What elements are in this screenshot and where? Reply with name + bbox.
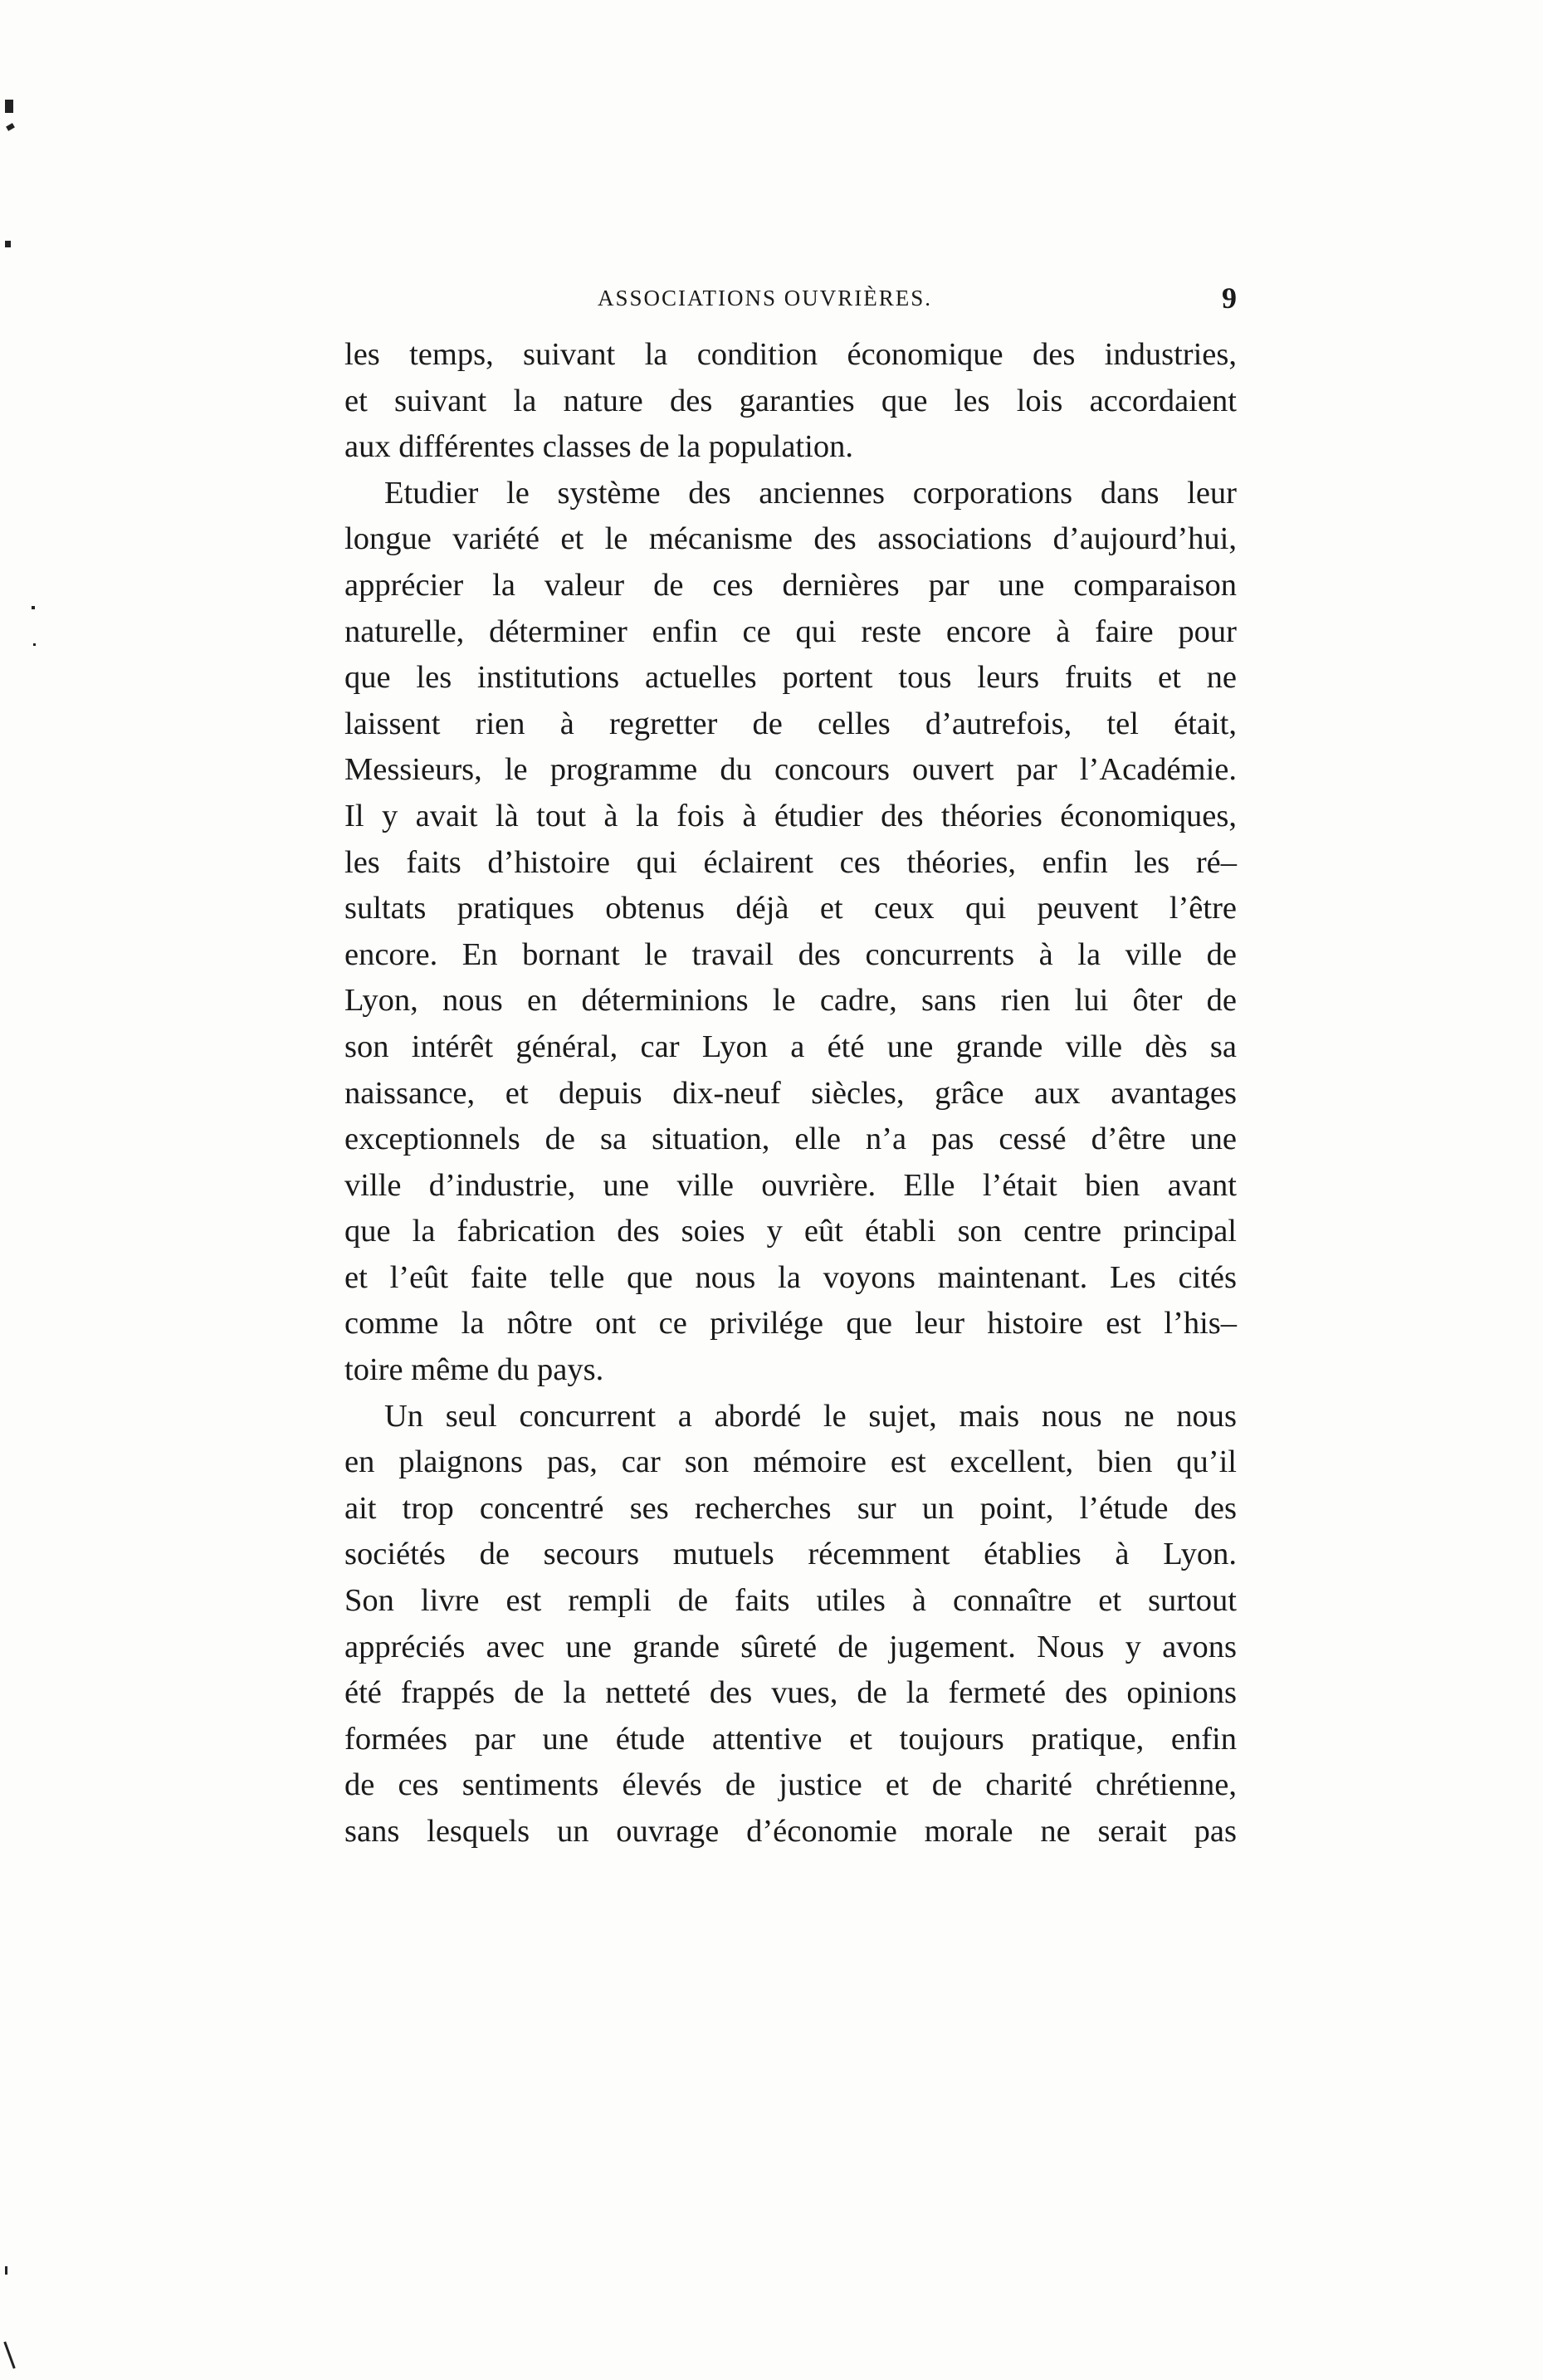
scan-speck <box>5 241 11 247</box>
text-line: encore. En bornant le travail des concurrents à la ville de <box>344 936 1237 972</box>
text-line: toire même du pays. <box>344 1352 604 1388</box>
scan-speck <box>6 123 15 131</box>
text-line: aux différentes classes de la population. <box>344 429 853 465</box>
text-line: ville d’industrie, une ville ouvrière. Elle l’était bien avant <box>344 1167 1237 1203</box>
text-line: exceptionnels de sa situation, elle n’a pas cessé d’être une <box>344 1122 1237 1157</box>
text-line: naissance, et depuis dix-neuf siècles, grâce aux avantages <box>344 1075 1237 1111</box>
text-line: été frappés de la netteté des vues, de la fermeté des opinions <box>344 1675 1237 1711</box>
text-line: laissent rien à regretter de celles d’autrefois, tel était, <box>344 706 1237 741</box>
text-line: comme la nôtre ont ce privilége que leur histoire est l’his– <box>344 1306 1237 1341</box>
text-line: ait trop concentré ses recherches sur un point, l’étude des <box>344 1490 1237 1526</box>
text-line: Il y avait là tout à la fois à étudier des théories économiques, <box>344 798 1237 833</box>
text-line: longue variété et le mécanisme des associations d’aujourd’hui, <box>344 521 1237 557</box>
running-title: ASSOCIATIONS OUVRIÈRES. <box>598 286 933 310</box>
text-line: Etudier le système des anciennes corporations dans leur <box>384 475 1237 511</box>
text-line: sans lesquels un ouvrage d’économie morale ne serait pas <box>344 1814 1237 1849</box>
text-line: que les institutions actuelles portent tous leurs fruits et ne <box>344 660 1237 696</box>
text-line: que la fabrication des soies y eût établi son centre principal <box>344 1214 1237 1249</box>
text-line: sultats pratiques obtenus déjà et ceux qui peuvent l’être <box>344 891 1237 926</box>
text-line: formées par une étude attentive et toujours pratique, enfin <box>344 1721 1237 1757</box>
scan-speck <box>5 100 13 113</box>
text-line: en plaignons pas, car son mémoire est excellent, bien qu’il <box>344 1444 1237 1480</box>
body-text <box>344 332 1237 1855</box>
scan-speck <box>32 606 35 609</box>
text-line: Messieurs, le programme du concours ouvert par l’Académie. <box>344 752 1237 788</box>
text-line: et suivant la nature des garanties que les lois accordaient <box>344 383 1237 418</box>
text-line: Un seul concurrent a abordé le sujet, mais nous ne nous <box>384 1398 1237 1434</box>
text-line: Son livre est rempli de faits utiles à connaître et surtout <box>344 1583 1237 1619</box>
text-line: de ces sentiments élevés de justice et de charité chrétienne, <box>344 1767 1237 1803</box>
scan-speck <box>3 2342 15 2369</box>
text-line: Lyon, nous en déterminions le cadre, sans rien lui ôter de <box>344 983 1237 1019</box>
text-line: appréciés avec une grande sûreté de jugement. Nous y avons <box>344 1629 1237 1664</box>
text-line: son intérêt général, car Lyon a été une grande ville dès sa <box>344 1029 1237 1064</box>
text-line: apprécier la valeur de ces dernières par une comparaison <box>344 567 1237 603</box>
text-line: les temps, suivant la condition économique des industries, <box>344 337 1237 372</box>
text-line: et l’eût faite telle que nous la voyons maintenant. Les cités <box>344 1259 1237 1295</box>
scan-speck <box>5 2266 7 2275</box>
text-line: naturelle, déterminer enfin ce qui reste encore à faire pour <box>344 613 1237 649</box>
page-header <box>349 281 1237 322</box>
scan-speck <box>33 643 36 646</box>
text-line: sociétés de secours mutuels récemment établies à Lyon. <box>344 1537 1237 1572</box>
page-number: 9 <box>1222 281 1237 315</box>
text-line: les faits d’histoire qui éclairent ces théories, enfin les ré– <box>344 844 1237 880</box>
